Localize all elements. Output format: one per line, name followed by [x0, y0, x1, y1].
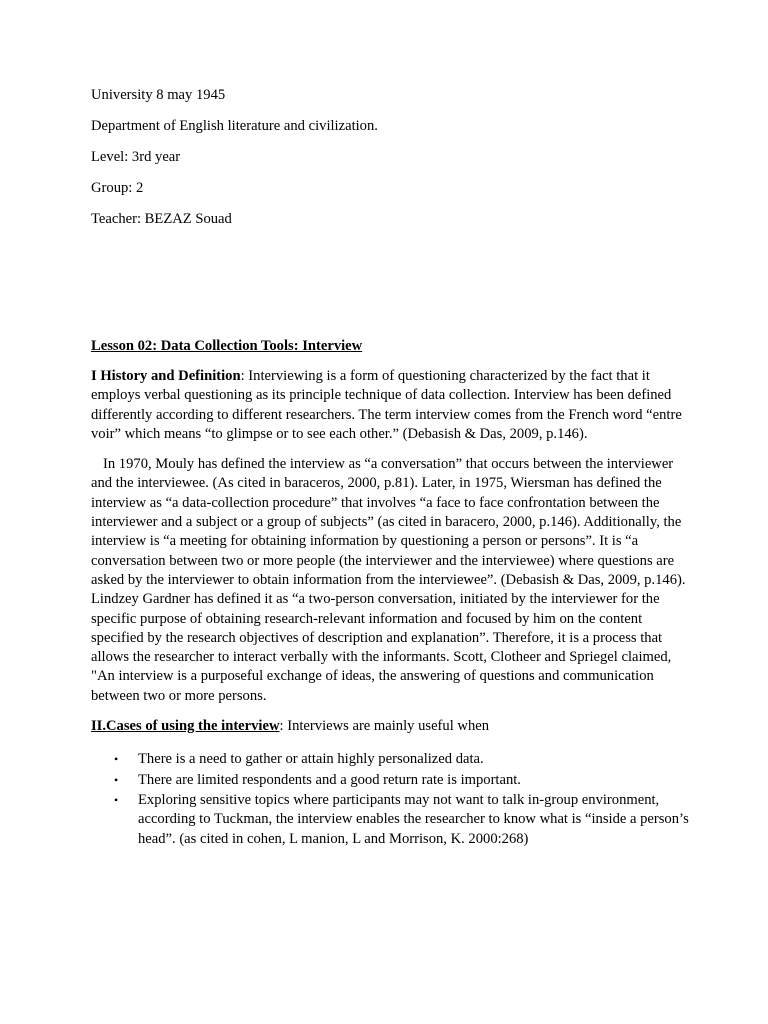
section-heading-cases: II.Cases of using the interview [91, 718, 280, 735]
section-history-definition [91, 367, 691, 444]
department-line: Department of English literature and civilization. [91, 118, 378, 134]
lesson-title: Lesson 02: Data Collection Tools: Interview [91, 338, 363, 354]
section-cases [91, 717, 691, 736]
section-text-cases: : Interviews are mainly useful when [279, 718, 490, 735]
document-header [91, 86, 378, 241]
list-item-text: There is a need to gather or attain highly personalized data. [138, 751, 484, 768]
bullet-list [91, 750, 691, 848]
paragraph-definitions: In 1970, Mouly has defined the interview as “a conversation” that occurs between the interviewer and the interviewee. (As cited in baraceros, 2000, p.81). Later, in 1975, Wiersman has defined the interview as “a data-collection procedure” that involves “a face to face confrontation between the interviewer and a subject or a group of subjects” (as cited in baracero, 2000, p.146). Additionally, the interview is “a meeting for obtaining information by questioning a person or persons”. It is “a conversation between two or more people (the interviewer and the interviewee) where questions are asked by the interviewer to obtain information from the interviewee”. (Debasish & Das, 2009, p.146). Lindzey Gardner has defined it as “a two-person conversation, initiated by the interviewer for the specific purpose of obtaining research-relevant information and focused by him on the content specified by the research objectives of description and explanation”. Therefore, it is a process that allows the researcher to interact verbally with the informants. Scott, Clotheer and Spriegel claimed, "An interview is a purposeful exchange of ideas, the answering of questions and communication between two or more persons. [91, 456, 686, 704]
bullet-icon: • [114, 792, 119, 807]
section-heading-history: I History and Definition [91, 368, 241, 384]
bullet-icon: • [114, 752, 119, 767]
bullet-icon: • [114, 772, 119, 787]
list-item-text: Exploring sensitive topics where participants may not want to talk in-group environment, according to Tuckman, the interview enables the researcher to know what is “inside a person’s head”. (as cited in cohen, L manion, L and Morrison, K. 2000:268) [138, 791, 689, 847]
lesson-body [91, 337, 691, 850]
group-line: Group: 2 [91, 180, 144, 196]
teacher-line: Teacher: BEZAZ Souad [91, 211, 232, 227]
section-text-history: : Interviewing is a form of questioning characterized by the fact that it employs verbal questioning as its principle technique of data collection. Interview has been defined differently according to different researchers. The term interview comes from the French word “entre voir” which means “to glimpse or to see each other.” (Debasish & Das, 2009, p.146). [91, 368, 682, 442]
university-line: University 8 may 1945 [91, 87, 226, 103]
list-item [114, 750, 691, 769]
level-line: Level: 3rd year [91, 149, 181, 165]
list-item [114, 771, 691, 790]
list-item-text: There are limited respondents and a good return rate is important. [138, 771, 521, 788]
list-item [114, 791, 691, 849]
